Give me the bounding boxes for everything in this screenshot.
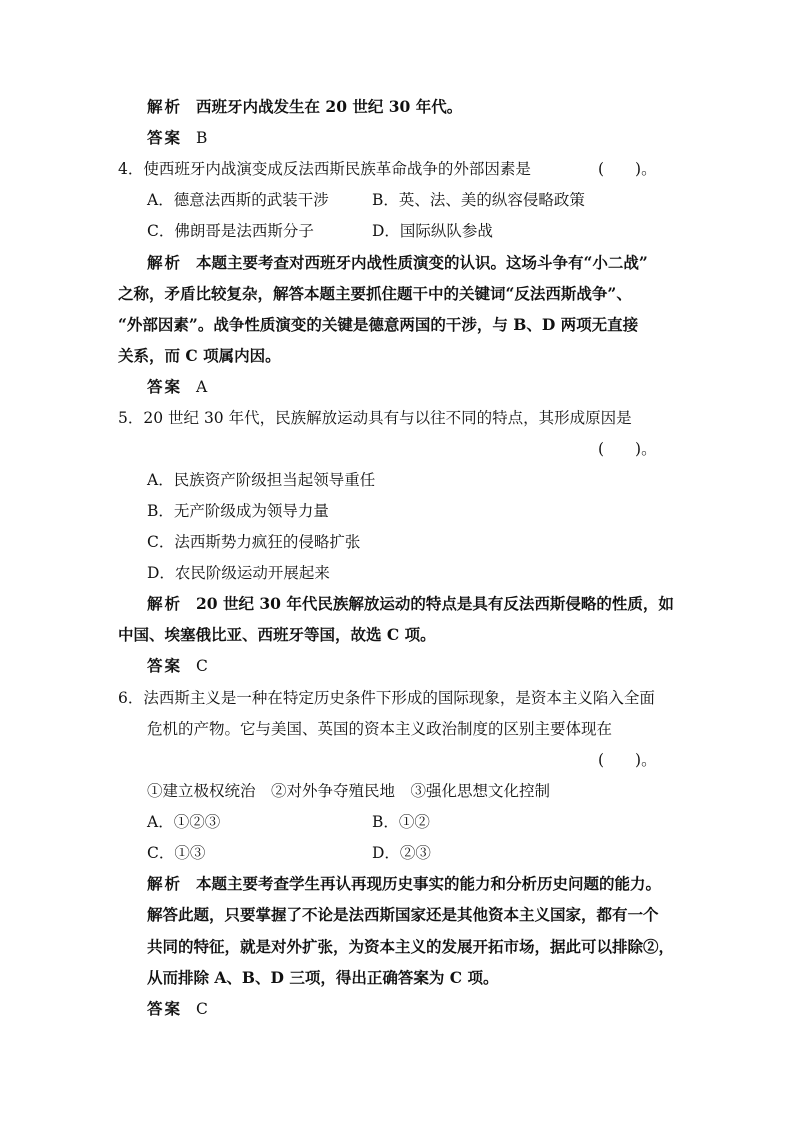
q5-option-c: C．法西斯势力疯狂的侵略扩张 xyxy=(147,533,361,551)
q4-option-d: D．国际纵队参战 xyxy=(372,222,493,240)
q5-answer-value: C xyxy=(196,657,208,675)
q5-analysis-label: 解析 xyxy=(147,594,183,613)
q6-analysis-label: 解析 xyxy=(147,874,183,893)
q4-answer xyxy=(147,377,207,397)
q6-stem-line-2: 危机的产物。它与美国、英国的资本主义政治制度的区别主要体现在 xyxy=(147,720,613,738)
q6-option-d: D．②③ xyxy=(372,844,431,862)
q6-analysis-line-1: 解析 本题主要考查学生再认再现历史事实的能力和分析历史问题的能力。 xyxy=(147,874,662,893)
q6-option-a: A．①②③ xyxy=(147,813,221,831)
q3-answer xyxy=(147,128,207,148)
q6-answer-label: 答案 xyxy=(147,999,183,1018)
q6-answer-value: C xyxy=(196,1000,208,1018)
q5-analysis-line-1: 解析 20 世纪 30 年代民族解放运动的特点是具有反法西斯侵略的性质，如 xyxy=(147,594,674,613)
q3-analysis-label: 解析 xyxy=(147,97,183,116)
q6-statements: ①建立极权统治 ②对外争夺殖民地 ③强化思想文化控制 xyxy=(147,782,551,800)
q4-stem: 4．使西班牙内战演变成反法西斯民族革命战争的外部因素是 xyxy=(118,160,531,178)
q3-answer-label: 答案 xyxy=(147,128,183,147)
q4-option-a: A．德意法西斯的武装干涉 xyxy=(147,191,329,209)
q5-option-b: B．无产阶级成为领导力量 xyxy=(147,502,329,520)
q6-option-b: B．①② xyxy=(372,813,430,831)
q6-analysis-line-2: 解答此题，只要掌握了不论是法西斯国家还是其他资本主义国家，都有一个 xyxy=(147,905,659,924)
q4-analysis-line-1: 解析 本题主要考查对西班牙内战性质演变的认识。这场斗争有“小二战” xyxy=(147,253,648,272)
q4-analysis-line-3: “外部因素”。战争性质演变的关键是德意两国的干涉，与 B、D 两项无直接 xyxy=(118,315,639,334)
q5-analysis-line-2: 中国、埃塞俄比亚、西班牙等国，故选 C 项。 xyxy=(118,625,436,644)
q5-option-a: A．民族资产阶级担当起领导重任 xyxy=(147,471,376,489)
q3-analysis xyxy=(147,97,462,117)
q4-option-b: B．英、法、美的纵容侵略政策 xyxy=(372,191,585,209)
q6-answer-blank: ( )。 xyxy=(598,751,657,769)
q6-answer xyxy=(147,999,208,1019)
q5-answer-label: 答案 xyxy=(147,656,183,675)
q4-analysis-line-2: 之称，矛盾比较复杂，解答本题主要抓住题干中的关键词“反法西斯战争”、 xyxy=(118,284,632,303)
q4-option-c: C．佛朗哥是法西斯分子 xyxy=(147,222,314,240)
q5-option-d: D．农民阶级运动开展起来 xyxy=(147,564,330,582)
q3-analysis-text: 西班牙内战发生在 20 世纪 30 年代。 xyxy=(196,97,463,116)
q4-answer-value: A xyxy=(196,378,208,396)
q5-stem: 5．20 世纪 30 年代，民族解放运动具有与以往不同的特点，其形成原因是 xyxy=(118,409,632,427)
q5-answer xyxy=(147,656,208,676)
q6-analysis-line-4: 从而排除 A、B、D 三项，得出正确答案为 C 项。 xyxy=(147,968,499,987)
q5-answer-blank: ( )。 xyxy=(598,440,657,458)
q4-answer-blank: ( )。 xyxy=(598,160,657,178)
q4-analysis-line-4: 关系，而 C 项属内因。 xyxy=(118,346,281,365)
q4-answer-label: 答案 xyxy=(147,377,183,396)
q6-stem-line-1: 6．法西斯主义是一种在特定历史条件下形成的国际现象，是资本主义陷入全面 xyxy=(118,689,655,707)
q4-analysis-label: 解析 xyxy=(147,253,183,272)
q6-analysis-line-3: 共同的特征，就是对外扩张，为资本主义的发展开拓市场，据此可以排除②， xyxy=(147,937,675,956)
q6-option-c: C．①③ xyxy=(147,844,206,862)
q3-answer-value: B xyxy=(196,129,208,147)
